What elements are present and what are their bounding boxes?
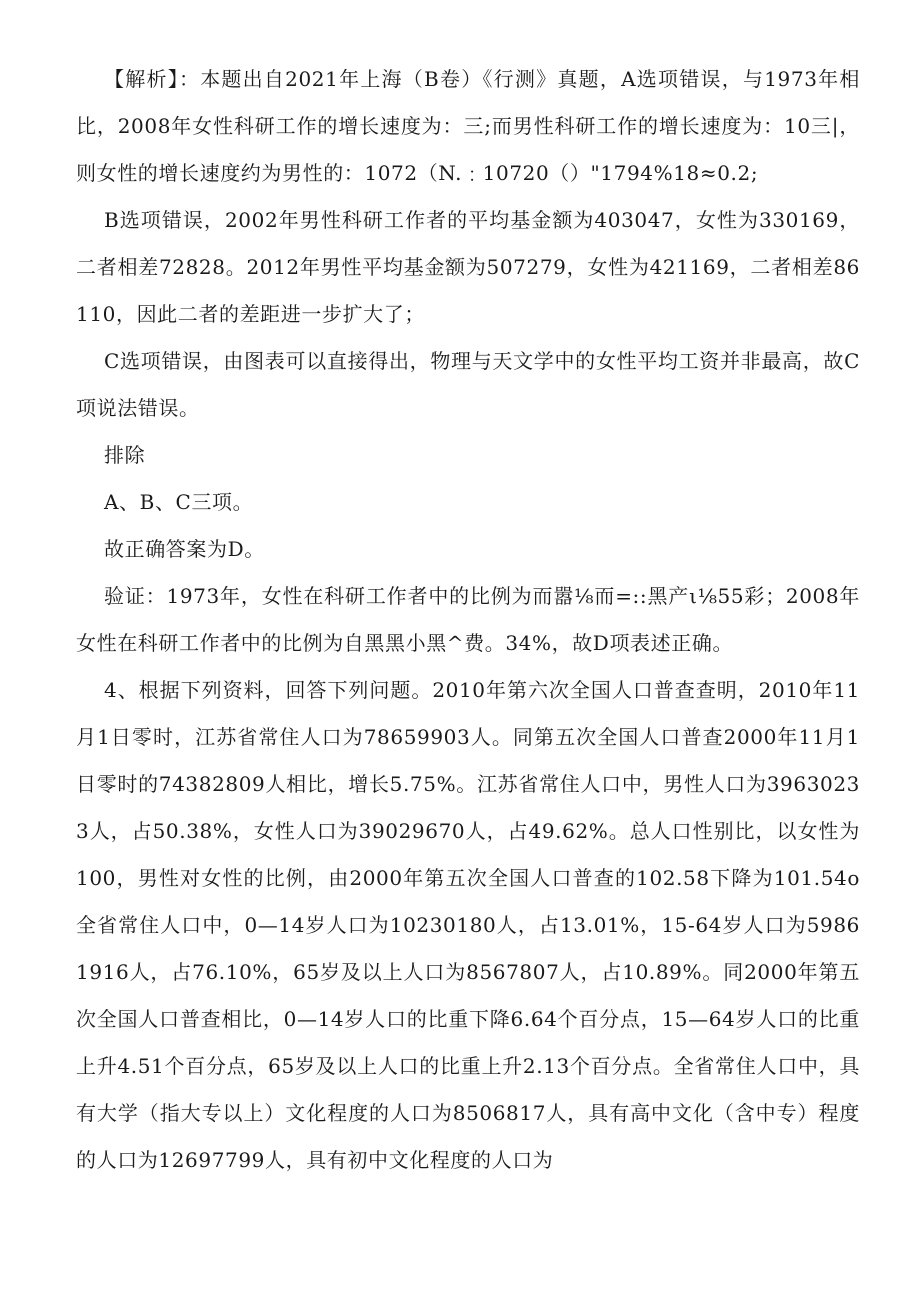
verification-paragraph: 验证：1973年，女性在科研工作者中的比例为而嚣⅛而=::黑产ι⅛55彩；2008年女性在科研工作者中的比例为自黑黑小黑^费。34%，故D项表述正确。 [76, 584, 860, 655]
question-4-paragraph: 4、根据下列资料，回答下列问题。2010年第六次全国人口普查查明，2010年11月1日零时，江苏省常住人口为78659903人。同第五次全国人口普查2000年11月1日零时的74382809人相比，增长5.75%。江苏省常住人口中，男性人口为39630233人，占50.38%，女性人口为39029670人，占49.62%。总人口性别比，以女性为100，男性对女性的比例，由2000年第五次全国人口普查的102.58下降为101.54o全省常住人口中，0—14岁人口为10230180人，占13.01%，15-64岁人口为59861916人，占76.10%，65岁及以上人口为8567807人，占10.89%。同2000年第五次全国人口普查相比，0—14岁人口的比重下降6.64个百分点，15—64岁人口的比重上升4.51个百分点，65岁及以上人口的比重上升2.13个百分点。全省常住人口中，具有大学（指大专以上）文化程度的人口为8506817人，具有高中文化（含中专）程度的人口为12697799人，具有初中文化程度的人口为 [76, 678, 860, 1172]
option-c-paragraph: C选项错误，由图表可以直接得出，物理与天文学中的女性平均工资并非最高，故C项说法错误。 [76, 349, 860, 420]
exclude-line: 排除 [104, 443, 146, 467]
analysis-paragraph: 【解析】：本题出自2021年上海（B卷）《行测》真题，A选项错误，与1973年相比，2008年女性科研工作的增长速度为：三;而男性科研工作的增长速度为：10三|，则女性的增长速度约为男性的：1072（N.﹕10720（）"1794%18≈0.2; [76, 67, 860, 185]
option-b-paragraph: B选项错误，2002年男性科研工作者的平均基金额为403047，女性为330169，二者相差72828。2012年男性平均基金额为507279，女性为421169，二者相差86110，因此二者的差距进一步扩大了； [76, 208, 860, 326]
answer-line: 故正确答案为D。 [104, 537, 265, 561]
excluded-options-line: A、B、C三项。 [104, 490, 254, 514]
